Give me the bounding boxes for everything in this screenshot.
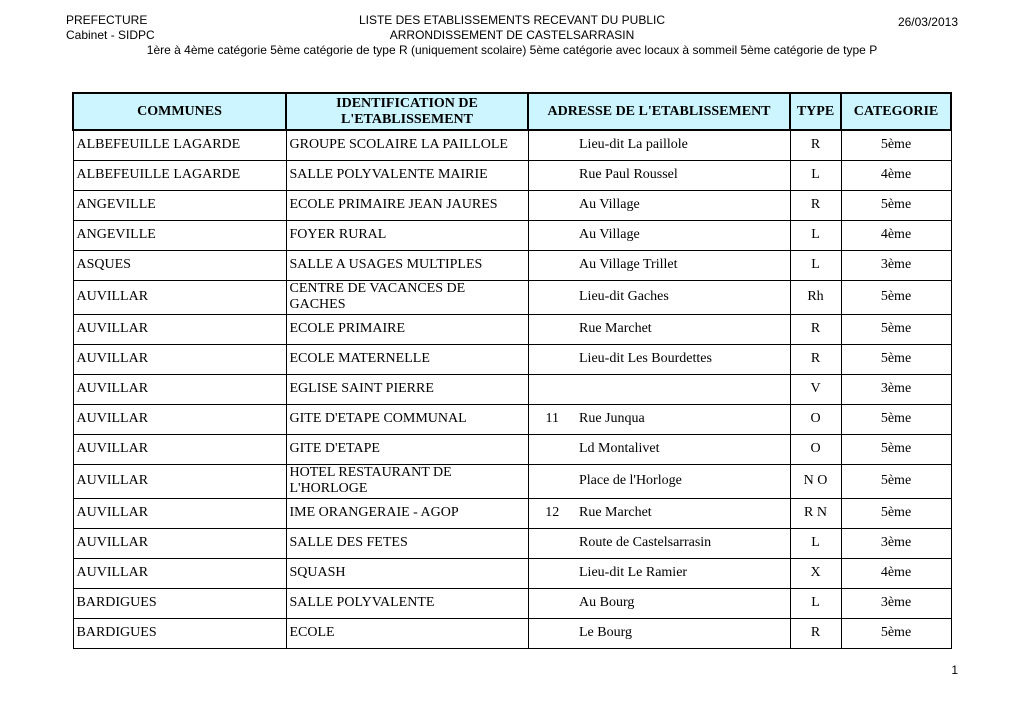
cell-categorie: 3ème bbox=[841, 588, 951, 618]
cell-etablissement: GITE D'ETAPE COMMUNAL bbox=[286, 404, 528, 434]
cell-commune: AUVILLAR bbox=[73, 434, 286, 464]
cell-street-number bbox=[528, 464, 576, 498]
cell-etablissement: SALLE A USAGES MULTIPLES bbox=[286, 250, 528, 280]
table-row bbox=[73, 250, 951, 280]
cell-type: R bbox=[790, 130, 841, 160]
table-header-row bbox=[73, 93, 951, 130]
cell-categorie: 4ème bbox=[841, 558, 951, 588]
cell-etablissement: ECOLE PRIMAIRE bbox=[286, 314, 528, 344]
cell-type: O bbox=[790, 404, 841, 434]
cell-type: L bbox=[790, 528, 841, 558]
table-row bbox=[73, 160, 951, 190]
cell-categorie: 3ème bbox=[841, 528, 951, 558]
cell-categorie: 5ème bbox=[841, 434, 951, 464]
cell-type: Rh bbox=[790, 280, 841, 314]
prefecture-label: PREFECTURE bbox=[66, 13, 148, 27]
document-title: LISTE DES ETABLISSEMENTS RECEVANT DU PUBLIC bbox=[358, 13, 666, 27]
cell-street-number bbox=[528, 314, 576, 344]
cell-commune: BARDIGUES bbox=[73, 588, 286, 618]
cell-type: R bbox=[790, 618, 841, 648]
cell-street-number bbox=[528, 344, 576, 374]
cell-etablissement: SQUASH bbox=[286, 558, 528, 588]
cell-categorie: 5ème bbox=[841, 464, 951, 498]
table-row bbox=[73, 280, 951, 314]
cell-commune: AUVILLAR bbox=[73, 528, 286, 558]
cell-street: Au Village bbox=[576, 220, 790, 250]
cell-street-number: 12 bbox=[528, 498, 576, 528]
cell-etablissement: GROUPE SCOLAIRE LA PAILLOLE bbox=[286, 130, 528, 160]
cell-commune: AUVILLAR bbox=[73, 314, 286, 344]
cell-etablissement: GITE D'ETAPE bbox=[286, 434, 528, 464]
cell-commune: ANGEVILLE bbox=[73, 220, 286, 250]
column-header-categorie: CATEGORIE bbox=[841, 93, 951, 130]
cell-type: R bbox=[790, 344, 841, 374]
cell-street: Rue Junqua bbox=[576, 404, 790, 434]
cabinet-label: Cabinet - SIDPC bbox=[66, 28, 155, 42]
cell-type: L bbox=[790, 250, 841, 280]
document-date: 26/03/2013 bbox=[897, 15, 958, 29]
cell-street bbox=[576, 374, 790, 404]
cell-categorie: 5ème bbox=[841, 130, 951, 160]
cell-street-number bbox=[528, 588, 576, 618]
cell-street: Le Bourg bbox=[576, 618, 790, 648]
cell-commune: AUVILLAR bbox=[73, 498, 286, 528]
cell-street: Route de Castelsarrasin bbox=[576, 528, 790, 558]
cell-etablissement: SALLE DES FETES bbox=[286, 528, 528, 558]
cell-street-number bbox=[528, 190, 576, 220]
table-row bbox=[73, 588, 951, 618]
table-row bbox=[73, 558, 951, 588]
cell-etablissement: FOYER RURAL bbox=[286, 220, 528, 250]
column-header-identification: IDENTIFICATION DE L'ETABLISSEMENT bbox=[286, 93, 528, 130]
cell-street-number bbox=[528, 220, 576, 250]
cell-etablissement: EGLISE SAINT PIERRE bbox=[286, 374, 528, 404]
cell-commune: ANGEVILLE bbox=[73, 190, 286, 220]
cell-street-number bbox=[528, 130, 576, 160]
cell-commune: ASQUES bbox=[73, 250, 286, 280]
cell-street: Rue Marchet bbox=[576, 498, 790, 528]
table-row bbox=[73, 498, 951, 528]
table-row bbox=[73, 190, 951, 220]
cell-etablissement: ECOLE MATERNELLE bbox=[286, 344, 528, 374]
table-row bbox=[73, 130, 951, 160]
cell-street: Au Village bbox=[576, 190, 790, 220]
cell-street-number bbox=[528, 558, 576, 588]
cell-street: Au Village Trillet bbox=[576, 250, 790, 280]
cell-street: Rue Paul Roussel bbox=[576, 160, 790, 190]
cell-street-number bbox=[528, 434, 576, 464]
cell-street-number bbox=[528, 528, 576, 558]
cell-street-number bbox=[528, 160, 576, 190]
cell-etablissement: IME ORANGERAIE - AGOP bbox=[286, 498, 528, 528]
cell-type: L bbox=[790, 160, 841, 190]
cell-etablissement: ECOLE bbox=[286, 618, 528, 648]
cell-type: R N bbox=[790, 498, 841, 528]
category-subtitle: 1ère à 4ème catégorie 5ème catégorie de type R (uniquement scolaire) 5ème catégorie avec locaux à sommeil 5ème catégorie de type P bbox=[146, 43, 878, 57]
cell-type: N O bbox=[790, 464, 841, 498]
cell-street-number bbox=[528, 374, 576, 404]
cell-type: L bbox=[790, 220, 841, 250]
cell-etablissement: CENTRE DE VACANCES DE GACHES bbox=[286, 280, 528, 314]
table-row bbox=[73, 404, 951, 434]
cell-categorie: 5ème bbox=[841, 498, 951, 528]
cell-categorie: 5ème bbox=[841, 280, 951, 314]
cell-street-number bbox=[528, 250, 576, 280]
cell-commune: BARDIGUES bbox=[73, 618, 286, 648]
table-row bbox=[73, 374, 951, 404]
table-body bbox=[73, 130, 951, 648]
cell-commune: ALBEFEUILLE LAGARDE bbox=[73, 130, 286, 160]
column-header-type: TYPE bbox=[790, 93, 841, 130]
cell-type: R bbox=[790, 314, 841, 344]
cell-categorie: 5ème bbox=[841, 618, 951, 648]
table-row bbox=[73, 528, 951, 558]
cell-categorie: 5ème bbox=[841, 314, 951, 344]
cell-categorie: 4ème bbox=[841, 160, 951, 190]
page-number: 1 bbox=[951, 663, 958, 677]
cell-street: Lieu-dit Gaches bbox=[576, 280, 790, 314]
cell-categorie: 4ème bbox=[841, 220, 951, 250]
cell-etablissement: HOTEL RESTAURANT DE L'HORLOGE bbox=[286, 464, 528, 498]
cell-commune: AUVILLAR bbox=[73, 404, 286, 434]
table-row bbox=[73, 314, 951, 344]
cell-commune: ALBEFEUILLE LAGARDE bbox=[73, 160, 286, 190]
cell-street: Lieu-dit Les Bourdettes bbox=[576, 344, 790, 374]
cell-categorie: 5ème bbox=[841, 344, 951, 374]
cell-commune: AUVILLAR bbox=[73, 374, 286, 404]
cell-street: Rue Marchet bbox=[576, 314, 790, 344]
cell-street: Au Bourg bbox=[576, 588, 790, 618]
cell-categorie: 5ème bbox=[841, 190, 951, 220]
cell-street-number: 11 bbox=[528, 404, 576, 434]
table-row bbox=[73, 220, 951, 250]
cell-street-number bbox=[528, 280, 576, 314]
column-header-adresse: ADRESSE DE L'ETABLISSEMENT bbox=[528, 93, 790, 130]
establishments-table bbox=[72, 92, 952, 649]
cell-etablissement: SALLE POLYVALENTE MAIRIE bbox=[286, 160, 528, 190]
cell-commune: AUVILLAR bbox=[73, 464, 286, 498]
cell-street: Lieu-dit La paillole bbox=[576, 130, 790, 160]
cell-street-number bbox=[528, 618, 576, 648]
arrondissement-label: ARRONDISSEMENT DE CASTELSARRASIN bbox=[389, 28, 635, 42]
cell-categorie: 3ème bbox=[841, 250, 951, 280]
cell-commune: AUVILLAR bbox=[73, 558, 286, 588]
cell-etablissement: ECOLE PRIMAIRE JEAN JAURES bbox=[286, 190, 528, 220]
cell-type: X bbox=[790, 558, 841, 588]
table-row bbox=[73, 344, 951, 374]
cell-categorie: 5ème bbox=[841, 404, 951, 434]
cell-type: R bbox=[790, 190, 841, 220]
column-header-communes: COMMUNES bbox=[73, 93, 286, 130]
cell-commune: AUVILLAR bbox=[73, 280, 286, 314]
table-row bbox=[73, 434, 951, 464]
cell-type: L bbox=[790, 588, 841, 618]
cell-etablissement: SALLE POLYVALENTE bbox=[286, 588, 528, 618]
cell-type: V bbox=[790, 374, 841, 404]
cell-commune: AUVILLAR bbox=[73, 344, 286, 374]
cell-street: Ld Montalivet bbox=[576, 434, 790, 464]
cell-type: O bbox=[790, 434, 841, 464]
table-row bbox=[73, 464, 951, 498]
cell-street: Lieu-dit Le Ramier bbox=[576, 558, 790, 588]
cell-street: Place de l'Horloge bbox=[576, 464, 790, 498]
cell-categorie: 3ème bbox=[841, 374, 951, 404]
table-row bbox=[73, 618, 951, 648]
